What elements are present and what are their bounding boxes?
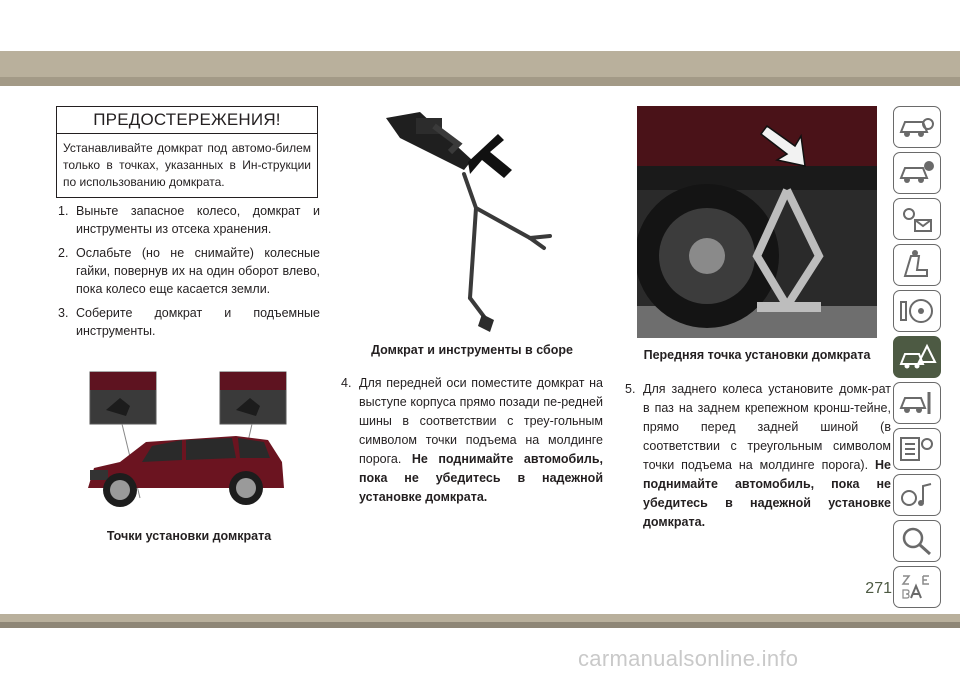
airbag-seat-icon <box>897 248 937 282</box>
jack-points-figure <box>86 370 292 520</box>
tab-car-hazard[interactable] <box>893 336 941 378</box>
header-band-shadow <box>0 77 960 86</box>
step-number: 5. <box>625 382 636 396</box>
steps-list <box>58 202 320 346</box>
tab-car-search[interactable] <box>893 106 941 148</box>
step-4 <box>341 374 603 513</box>
footer-band-shadow <box>0 622 960 628</box>
warning-box <box>56 106 318 198</box>
lift-handle <box>464 174 550 322</box>
warning-title: ПРЕДОСТЕРЕЖЕНИЯ! <box>57 107 317 134</box>
jack-illustration <box>386 112 472 170</box>
step-4-body <box>359 374 603 507</box>
step-number: 2. <box>58 246 69 260</box>
header-band <box>0 51 960 77</box>
step-5-body <box>643 380 891 532</box>
step-5 <box>625 380 891 538</box>
step-number: 1. <box>58 204 69 218</box>
footer-band <box>0 614 960 622</box>
tab-airbag-seat[interactable] <box>893 244 941 286</box>
step-3 <box>58 304 320 340</box>
jack-assembled-figure <box>380 108 566 336</box>
tab-car-service[interactable] <box>893 382 941 424</box>
caption-front-point: Передняя точка установки домкрата <box>643 348 871 362</box>
car-illustration <box>88 436 284 507</box>
tab-multimedia[interactable] <box>893 474 941 516</box>
settings-list-icon <box>897 432 937 466</box>
step-number: 4. <box>341 376 352 390</box>
tab-settings-list[interactable] <box>893 428 941 470</box>
caption-jack-points: Точки установки домкрата <box>106 529 272 543</box>
step-warning-bold: Не поднимайте автомобиль, пока не убедитесь в надежной установке домкрата. <box>359 452 603 504</box>
tab-alphabet-index[interactable] <box>893 566 941 608</box>
step-number: 3. <box>58 306 69 320</box>
step-text: Ослабьте (но не снимайте) колесные гайки, повернув их на один оборот влево, пока колесо еще касается земли. <box>76 246 320 296</box>
step-2 <box>58 244 320 298</box>
step-1 <box>58 202 320 238</box>
step-text: Для передней оси поместите домкрат на выступе корпуса прямо позади пе-редней шины в соответствии с треу-гольным символом точки подъема на молдинге порога. <box>359 376 603 466</box>
car-search-icon <box>897 110 937 144</box>
tab-search[interactable] <box>893 520 941 562</box>
warning-lights-icon <box>897 202 937 236</box>
arrow-pointer <box>468 134 512 178</box>
steering-wheel-icon <box>897 294 937 328</box>
car-hazard-icon <box>897 340 937 374</box>
step-4-row <box>341 374 603 507</box>
tab-car-info[interactable] <box>893 152 941 194</box>
step-text: Выньте запасное колесо, домкрат и инструменты из отсека хранения. <box>76 204 320 236</box>
alphabet-index-icon <box>897 570 937 604</box>
car-service-icon <box>897 386 937 420</box>
search-icon <box>897 524 937 558</box>
car-info-icon <box>897 156 937 190</box>
step-text: Для заднего колеса установите домк-рат в паз на заднем крепежном кронш-тейне, прямо перед задней шиной (в соответствии с треугольным символом точки подъема на молдинге порога). <box>643 382 891 472</box>
warning-body: Устанавливайте домкрат под автомо-билем только в точках, указанных в Ин-струкции по использованию домкрата. <box>63 141 311 189</box>
page-number: 271 <box>865 580 892 597</box>
caption-jack-assembled: Домкрат и инструменты в сборе <box>371 343 573 357</box>
step-text: Соберите домкрат и подъемные инструменты. <box>76 306 320 338</box>
watermark-text: carmanualsonline.info <box>578 646 799 671</box>
multimedia-icon <box>897 478 937 512</box>
step-5-row <box>625 380 891 532</box>
tab-steering-wheel[interactable] <box>893 290 941 332</box>
step-warning-bold: Не поднимайте автомобиль, пока не убедитесь в надежной установке домкрата. <box>643 458 891 529</box>
tab-warning-lights[interactable] <box>893 198 941 240</box>
front-jack-point-photo <box>637 106 877 338</box>
